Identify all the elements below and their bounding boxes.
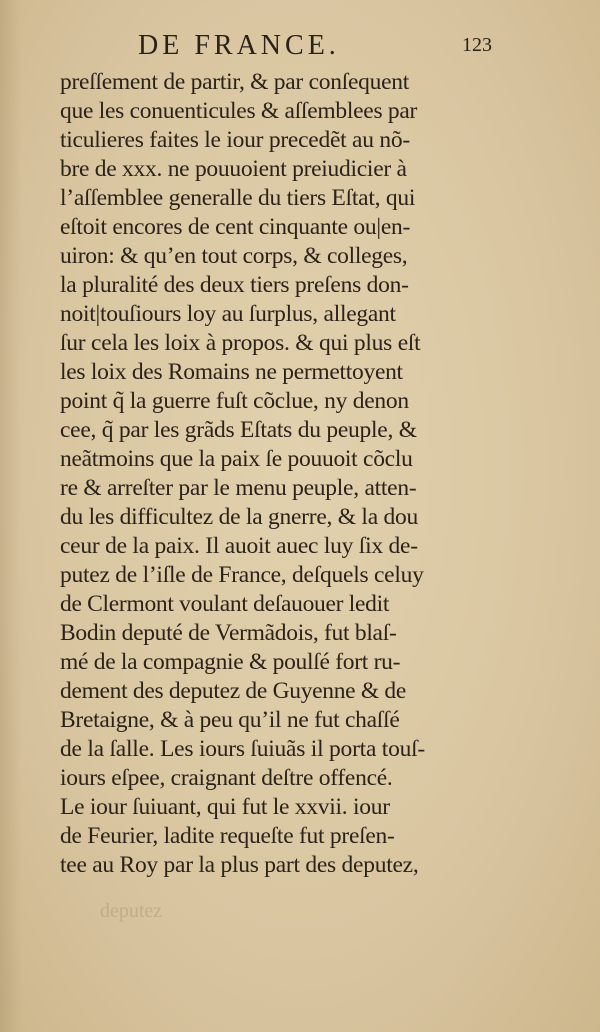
text-line: uiron: & qu’en tout corps, & colleges, — [60, 243, 408, 269]
show-through-text: deputez — [100, 900, 163, 922]
text-line: mé de la compagnie & poulſé fort ru- — [60, 649, 401, 675]
text-line: ceur de la paix. Il auoit auec luy ſix de- — [60, 533, 418, 559]
text-line: Bodin deputé de Vermãdois, fut blaſ- — [60, 620, 397, 646]
text-line: re & arreſter par le menu peuple, atten- — [60, 475, 417, 501]
text-line: Bretaigne, & à peu qu’il ne fut chaſſé — [60, 707, 400, 733]
page-number: 123 — [462, 34, 492, 56]
running-title: DE FRANCE. — [138, 30, 340, 61]
text-line: que les conuenticules & aſſemblees par — [60, 98, 418, 124]
text-line: tee au Roy par la plus part des deputez, — [60, 852, 419, 878]
text-line: du les difficultez de la gnerre, & la dou — [60, 504, 419, 530]
text-line: de la ſalle. Les iours ſuiuãs il porta touſ- — [60, 736, 426, 762]
gutter-shadow — [0, 0, 22, 1032]
text-line: iours eſpee, craignant deſtre offencé. — [60, 765, 393, 791]
text-line: la pluralité des deux tiers preſens don- — [60, 272, 409, 298]
text-line: cee, q̃ par les grãds Eſtats du peuple, & — [60, 417, 417, 443]
page-header — [138, 30, 498, 66]
text-line: noit|touſiours loy au ſurplus, allegant — [60, 301, 396, 327]
text-line: Le iour ſuiuant, qui fut le xxvii. iour — [60, 794, 390, 820]
text-line: les loix des Romains ne permettoyent — [60, 359, 403, 385]
text-line: putez de l’iſle de France, deſquels celuy — [60, 562, 424, 588]
text-line: bre de xxx. ne pouuoient preiudicier à — [60, 156, 407, 182]
text-line: eſtoit encores de cent cinquante ou|en- — [60, 214, 411, 240]
body-text — [60, 68, 500, 880]
text-line: point q̃ la guerre fuſt cõclue, ny denon — [60, 388, 409, 414]
text-line: ſur cela les loix à propos. & qui plus eſt — [60, 330, 421, 356]
text-line: de Clermont voulant deſauouer ledit — [60, 591, 390, 617]
text-line: l’aſſemblee generalle du tiers Eſtat, qui — [60, 185, 416, 211]
text-line: dement des deputez de Guyenne & de — [60, 678, 406, 704]
text-line: de Feurier, ladite requeſte fut preſen- — [60, 823, 395, 849]
text-line: neãtmoins que la paix ſe pouuoit cõclu — [60, 446, 413, 472]
text-line: preſſement de partir, & par conſequent — [60, 69, 409, 95]
text-line: ticulieres faites le iour precedẽt au nõ- — [60, 127, 410, 153]
